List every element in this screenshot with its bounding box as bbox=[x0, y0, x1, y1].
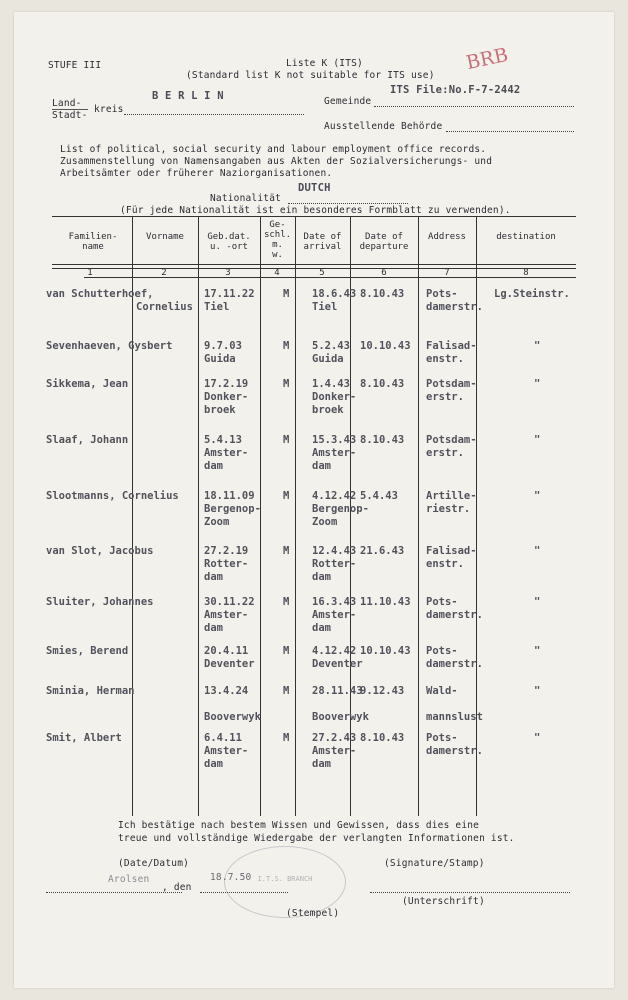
ausstellende-label: Ausstellende Behörde bbox=[324, 121, 443, 132]
cell-familienname: Slootmanns, Cornelius bbox=[46, 490, 179, 502]
cell-vorname: Cornelius bbox=[136, 301, 193, 313]
cell-destination: " bbox=[534, 685, 541, 697]
nationality-note: (Für jede Nationalität ist ein besonderes Formblatt zu verwenden). bbox=[120, 205, 511, 216]
cell-address: Falisad- enstr. bbox=[426, 340, 477, 365]
nationality-label: Nationalität bbox=[210, 193, 282, 204]
table-top-rule bbox=[52, 216, 576, 217]
cell-address: Pots- damerstr. bbox=[426, 288, 483, 313]
den-label: , den bbox=[162, 882, 192, 893]
cell-departure: 8.10.43 bbox=[360, 434, 405, 446]
col-divider-4 bbox=[295, 216, 296, 816]
cell-address: Potsdam- erstr. bbox=[426, 434, 477, 459]
signature-line bbox=[370, 892, 570, 893]
cell-geschlecht: M bbox=[283, 434, 290, 446]
stempel-label: (Stempel) bbox=[286, 908, 340, 919]
cell-destination: " bbox=[534, 378, 541, 390]
cell-geburt: 27.2.19 Rotter- dam bbox=[204, 545, 249, 583]
date-value: 18.7.50 bbox=[210, 872, 252, 883]
cell-address: Pots- damerstr. bbox=[426, 732, 483, 757]
confirm-line-2: treue und vollständige Wiedergabe der verlangten Informationen ist. bbox=[118, 833, 515, 844]
cell-geschlecht: M bbox=[283, 340, 290, 352]
cell-familienname: Slaaf, Johann bbox=[46, 434, 129, 446]
col-divider-6 bbox=[418, 216, 419, 816]
colnum-8: 8 bbox=[523, 268, 529, 278]
cell-geschlecht: M bbox=[283, 490, 290, 502]
cell-arrival: 27.2.43 Amster- dam bbox=[312, 732, 357, 770]
cell-departure: 8.10.43 bbox=[360, 288, 405, 300]
header-geschlecht: Ge- schl. m. w. bbox=[263, 220, 292, 260]
stufe-label: STUFE III bbox=[48, 60, 102, 71]
cell-departure: 5.4.43 bbox=[360, 490, 398, 502]
cell-familienname: Smies, Berend bbox=[46, 645, 129, 657]
cell-arrival: 16.3.43 Amster- dam bbox=[312, 596, 357, 634]
kreis-label: kreis bbox=[94, 104, 124, 115]
cell-familienname: van Schutterhoef, bbox=[46, 288, 154, 300]
date-line bbox=[200, 892, 288, 893]
cell-destination: " bbox=[534, 732, 541, 744]
standard-note: (Standard list K not suitable for ITS use) bbox=[186, 70, 435, 81]
cell-familienname: Sminia, Herman bbox=[46, 685, 135, 697]
nationality-value: DUTCH bbox=[298, 182, 331, 194]
signature-label: (Signature/Stamp) bbox=[384, 858, 485, 869]
handwritten-mark: BRB bbox=[464, 43, 511, 75]
cell-familienname: Sluiter, Johannes bbox=[46, 596, 154, 608]
cell-arrival: 12.4.43 Rotter- dam bbox=[312, 545, 357, 583]
cell-address: Pots- damerstr. bbox=[426, 645, 483, 670]
cell-destination: " bbox=[534, 434, 541, 446]
cell-destination: Lg.Steinstr. bbox=[494, 288, 570, 300]
header-geburt: Geb.dat. u. -ort bbox=[207, 232, 251, 252]
header-familienname: Familien- name bbox=[68, 232, 118, 252]
gemeinde-line bbox=[374, 106, 574, 107]
colnum-2: 2 bbox=[161, 268, 167, 278]
its-file-number: ITS File:No.F-7-2442 bbox=[390, 84, 521, 96]
table-header-rule bbox=[52, 264, 576, 265]
colnum-5: 5 bbox=[319, 268, 325, 278]
cell-familienname: Smit, Albert bbox=[46, 732, 122, 744]
cell-geburt: 20.4.11 Deventer bbox=[204, 645, 255, 670]
cell-departure: 21.6.43 bbox=[360, 545, 405, 557]
cell-address: Pots- damerstr. bbox=[426, 596, 483, 621]
cell-address: Artille- riestr. bbox=[426, 490, 477, 515]
colnum-3: 3 bbox=[225, 268, 231, 278]
cell-geburt: 17.2.19 Donker- broek bbox=[204, 378, 249, 416]
cell-geburt: 9.7.03 Guida bbox=[204, 340, 242, 365]
cell-geburt: 17.11.22 Tiel bbox=[204, 288, 255, 313]
stadt-label: Stadt- bbox=[52, 110, 88, 121]
col-divider-1 bbox=[132, 216, 133, 816]
cell-departure: 11.10.43 bbox=[360, 596, 411, 608]
ausstellende-line bbox=[446, 131, 574, 132]
nationality-line bbox=[288, 203, 408, 204]
header-destination: destination bbox=[496, 232, 556, 242]
place-value: Arolsen bbox=[108, 874, 150, 885]
cell-departure: 8.10.43 bbox=[360, 378, 405, 390]
document-page bbox=[14, 12, 614, 988]
unterschrift-label: (Unterschrift) bbox=[402, 896, 485, 907]
date-label: (Date/Datum) bbox=[118, 858, 190, 869]
land-stadt-divider bbox=[52, 109, 88, 110]
cell-geburt: 6.4.11 Amster- dam bbox=[204, 732, 249, 770]
land-label: Land- bbox=[52, 98, 82, 109]
colnum-1: 1 bbox=[87, 268, 93, 278]
kreis-value: B E R L I N bbox=[152, 90, 224, 102]
header-departure: Date of departure bbox=[359, 232, 409, 252]
cell-geschlecht: M bbox=[283, 645, 290, 657]
gemeinde-label: Gemeinde bbox=[324, 96, 372, 107]
stamp-text: I.T.S. BRANCH bbox=[257, 875, 313, 883]
confirm-line-1: Ich bestätige nach bestem Wissen und Gewissen, dass dies eine bbox=[118, 820, 480, 831]
colnum-6: 6 bbox=[381, 268, 387, 278]
header-arrival: Date of arrival bbox=[303, 232, 342, 252]
cell-departure: 9.12.43 bbox=[360, 685, 405, 697]
cell-geschlecht: M bbox=[283, 378, 290, 390]
cell-familienname: Sikkema, Jean bbox=[46, 378, 129, 390]
cell-address: Falisad- enstr. bbox=[426, 545, 477, 570]
intro-line-1: List of political, social security and labour employment office records. bbox=[60, 144, 487, 155]
cell-familienname: Sevenhaeven, Gysbert bbox=[46, 340, 173, 352]
cell-departure: 10.10.43 bbox=[360, 645, 411, 657]
cell-familienname: van Slot, Jacobus bbox=[46, 545, 154, 557]
cell-arrival: 1.4.43 Donker- broek bbox=[312, 378, 357, 416]
col-divider-2 bbox=[198, 216, 199, 816]
header-vorname: Vorname bbox=[146, 232, 184, 242]
cell-destination: " bbox=[534, 645, 541, 657]
cell-departure: 8.10.43 bbox=[360, 732, 405, 744]
liste-title: Liste K (ITS) bbox=[286, 58, 363, 69]
cell-arrival: 18.6.43 Tiel bbox=[312, 288, 357, 313]
colnum-7: 7 bbox=[444, 268, 450, 278]
cell-address: Wald- mannslust bbox=[426, 685, 483, 723]
cell-geburt: 5.4.13 Amster- dam bbox=[204, 434, 249, 472]
cell-arrival: 5.2.43 Guida bbox=[312, 340, 350, 365]
cell-address: Potsdam- erstr. bbox=[426, 378, 477, 403]
cell-arrival: 15.3.43 Amster- dam bbox=[312, 434, 357, 472]
cell-arrival: 4.12.42 Deventer bbox=[312, 645, 363, 670]
header-address: Address bbox=[428, 232, 466, 242]
cell-geschlecht: M bbox=[283, 545, 290, 557]
cell-geschlecht: M bbox=[283, 288, 290, 300]
cell-arrival: 4.12.42 Bergenop- Zoom bbox=[312, 490, 369, 528]
cell-destination: " bbox=[534, 596, 541, 608]
cell-departure: 10.10.43 bbox=[360, 340, 411, 352]
cell-arrival: 28.11.43 Booverwyk bbox=[312, 685, 369, 723]
cell-destination: " bbox=[534, 340, 541, 352]
intro-line-2: Zusammenstellung von Namensangaben aus Akten der Sozialversicherungs- und bbox=[60, 156, 493, 167]
colnum-4: 4 bbox=[274, 268, 280, 278]
kreis-line bbox=[124, 114, 304, 115]
cell-destination: " bbox=[534, 545, 541, 557]
cell-geschlecht: M bbox=[283, 685, 290, 697]
cell-geschlecht: M bbox=[283, 596, 290, 608]
cell-geschlecht: M bbox=[283, 732, 290, 744]
cell-geburt: 13.4.24 Booverwyk bbox=[204, 685, 261, 723]
cell-geburt: 30.11.22 Amster- dam bbox=[204, 596, 255, 634]
cell-destination: " bbox=[534, 490, 541, 502]
intro-line-3: Arbeitsämter oder früherer Naziorganisationen. bbox=[60, 168, 333, 179]
cell-geburt: 18.11.09 Bergenop- Zoom bbox=[204, 490, 261, 528]
